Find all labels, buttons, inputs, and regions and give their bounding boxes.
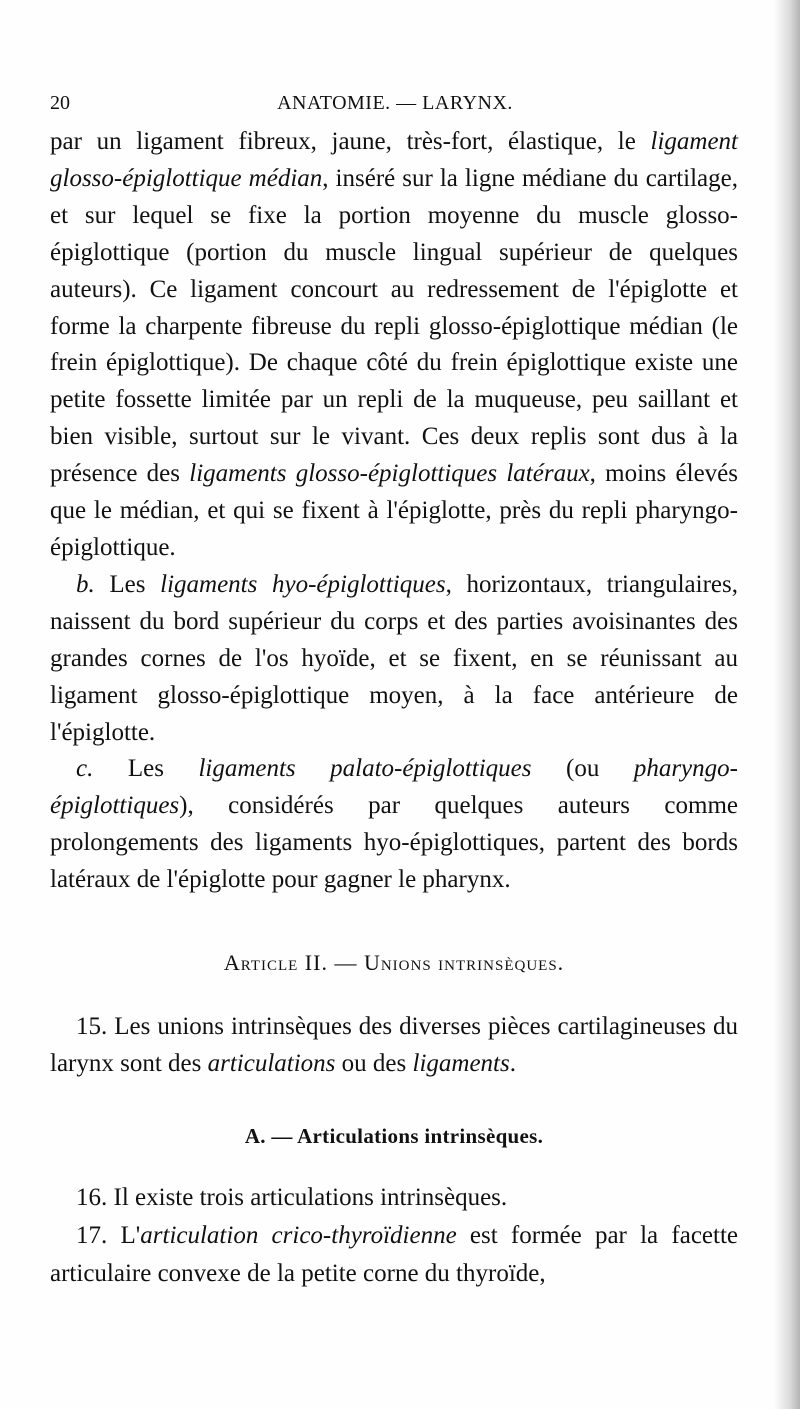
paragraph-c	[50, 751, 738, 899]
page-header	[50, 92, 740, 122]
text-segment: par un ligament fibreux, jaune, très-fort, élastique, le	[50, 128, 651, 155]
paragraph-15	[50, 1008, 738, 1082]
section-15	[50, 1008, 738, 1082]
italic-term: ligaments glosso-épiglottiques latéraux	[189, 460, 590, 488]
text-segment: (ou	[531, 755, 634, 783]
text-segment: Les	[94, 570, 161, 598]
paragraph-number: 16.	[76, 1184, 108, 1211]
text-segment: L'	[107, 1222, 141, 1249]
italic-term: ligaments	[412, 1050, 510, 1077]
text-segment: ou des	[335, 1050, 413, 1077]
text-segment: , inséré sur la ligne médiane du cartilage, et sur lequel se fixe la portion moyenne du muscle glosso-épiglottique (portion du muscle lingual supérieur de quelques auteurs). Ce ligament concourt au redressement de l'épiglotte et forme la charpente fibreuse du repli glosso-épiglottique médian (le frein épiglottique). De chaque côté du frein épiglottique existe une petite fossette limitée par un repli de la muqueuse, peu saillant et bien visible, surtout sur le vivant. Ces deux replis sont dus à la présence des	[50, 164, 738, 488]
sub-heading: A. — Articulations intrinsèques.	[244, 1124, 544, 1148]
main-text	[50, 124, 738, 899]
italic-term: articulations	[207, 1050, 336, 1077]
italic-term: ligaments hyo-épiglottiques	[160, 570, 446, 598]
text-segment: Les	[93, 755, 199, 783]
paragraph-ligament-median	[50, 124, 738, 567]
paragraph-number: 17.	[76, 1222, 108, 1249]
section-16-17	[50, 1179, 738, 1293]
text-segment: ), considérés par quelques auteurs comme prolongements des ligaments hyo-épiglottiques, partent des bords latéraux de l'épiglotte pour gagner le pharynx.	[50, 792, 738, 894]
italic-term: articulation crico-thyroïdienne	[140, 1222, 457, 1249]
article-heading: Article II. — Unions intrinsèques.	[223, 950, 565, 975]
page-number: 20	[50, 92, 70, 114]
text-segment: est formée par la facette articulaire convexe de la petite corne du thyroïde,	[50, 1222, 738, 1287]
text-segment: Il existe trois articulations intrinsèques.	[107, 1184, 508, 1211]
list-letter: b.	[76, 570, 95, 598]
text-segment: Les unions intrinsèques des diverses pièces cartilagineuses du larynx sont des	[50, 1013, 738, 1077]
page-edge-shadow	[774, 0, 800, 1409]
italic-term: ligaments palato-épiglottiques	[198, 755, 532, 783]
text-segment: , horizontaux, triangulaires, naissent du bord supérieur du corps et des parties avoisinantes des grandes cornes de l'os hyoïde, et se fixent, en se réunissant au ligament glosso-épiglottique moyen, à la face antérieure de l'épiglotte.	[50, 570, 738, 746]
paragraph-number: 15.	[76, 1013, 108, 1040]
paragraph-b	[50, 567, 738, 752]
running-head: ANATOMIE. — LARYNX.	[277, 92, 513, 114]
text-segment: .	[509, 1050, 516, 1077]
text-segment: , moins élevés que le médian, et qui se fixent à l'épiglotte, près du repli pharyngo-épiglottique.	[50, 460, 738, 561]
list-letter: c.	[76, 755, 94, 783]
italic-term: pharyngo-épiglottiques	[50, 755, 738, 820]
paragraph-17	[50, 1217, 738, 1293]
italic-term: ligament glosso-épiglottique médian	[50, 128, 738, 192]
paragraph-16	[50, 1179, 738, 1217]
